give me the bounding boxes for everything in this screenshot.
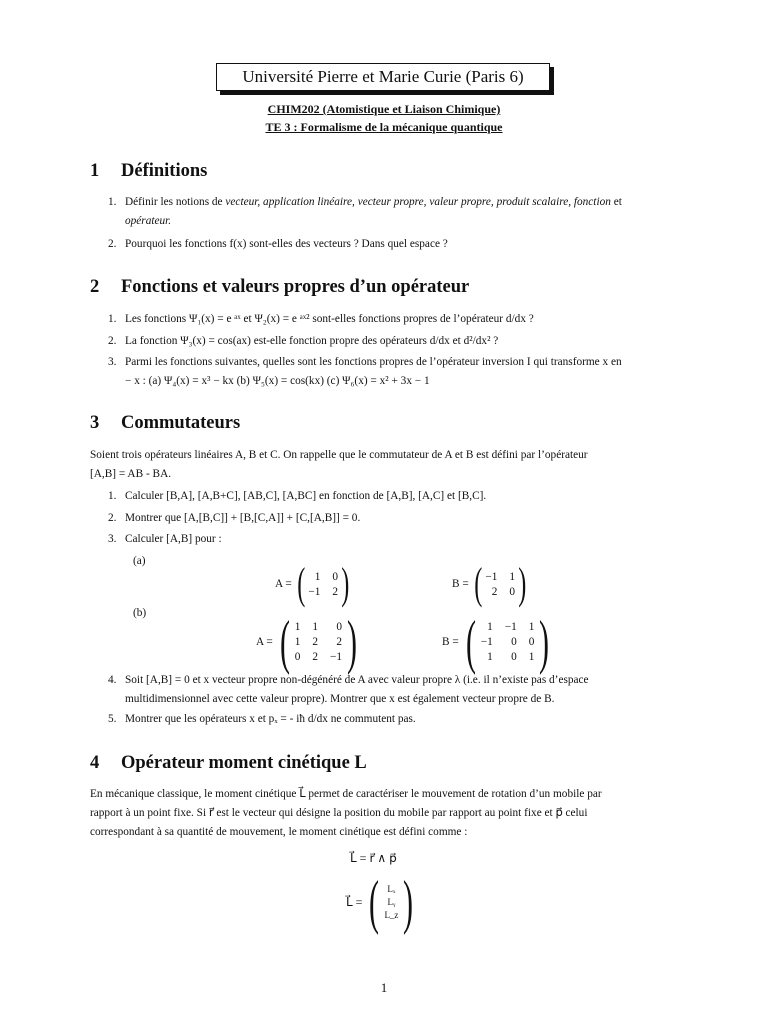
s1-item-1-cont: opérateur. bbox=[125, 215, 172, 227]
s3-item-2: 2. Montrer que [A,[B,C]] + [B,[C,A]] + [C,[A,B]] = 0. bbox=[108, 512, 361, 524]
angular-momentum-equation: L⃗ = r⃗ ∧ p⃗ bbox=[350, 851, 397, 865]
university-title: Université Pierre et Marie Curie (Paris 6) bbox=[242, 67, 524, 86]
matrix-b-A: A = ( 1 1 0 1 2 2 0 2 −1 ) bbox=[256, 609, 358, 675]
case-a-label: (a) bbox=[133, 555, 146, 567]
s3-item-1: 1. Calculer [B,A], [A,B+C], [AB,C], [A,BC] en fonction de [A,B], [A,C] et [B,C]. bbox=[108, 490, 487, 502]
matrix-b-B: B = ( 1 −1 1 −1 0 0 1 0 1 ) bbox=[442, 609, 550, 675]
s2-item-3: 3. Parmi les fonctions suivantes, quelles sont les fonctions propres de l’opérateur inversion I qui transforme x en bbox=[108, 356, 622, 368]
s3-item-4: 4. Soit [A,B] = 0 et x vecteur propre non-dégénéré de A avec valeur propre λ (i.e. il n’existe pas d’espace bbox=[108, 674, 589, 686]
section-1-heading: 1 Définitions bbox=[90, 161, 208, 181]
s3-item-3: 3. Calculer [A,B] pour : bbox=[108, 533, 222, 545]
section-3-heading: 3 Commutateurs bbox=[90, 413, 241, 433]
s2-item-1: 1. Les fonctions Ψ₁(x) = e ᵃˣ et Ψ₂(x) = e ᵃˣ² sont-elles fonctions propres de l’opérateur d/dx ? bbox=[108, 313, 534, 325]
university-title-box bbox=[216, 63, 550, 91]
section-4-heading: 4 Opérateur moment cinétique L bbox=[90, 753, 367, 773]
s1-item-2: 2. Pourquoi les fonctions f(x) sont-elles des vecteurs ? Dans quel espace ? bbox=[108, 238, 448, 250]
s2-item-2: 2. La fonction Ψ₃(x) = cos(ax) est-elle fonction propre des opérateurs d/dx et d²/dx² ? bbox=[108, 335, 499, 347]
matrix-a-A: A = ( 1 0 −1 2 ) bbox=[275, 559, 350, 608]
s4-paragraph: En mécanique classique, le moment cinétique L⃗ permet de caractériser le mouvement de rotation d’un mobile par rapport à un point fixe. Si r⃗ est le vecteur qui désigne la position du mobile par rapport au point fixe et p⃗ celui correspondant à sa quantité de mouvement, le moment cinétique est défini comme : bbox=[90, 788, 602, 838]
s1-item-1: 1. Définir les notions de vecteur, application linéaire, vecteur propre, valeur propre, produit scalaire, fonction et bbox=[108, 196, 622, 208]
s3-item-4-cont: multidimensionnel avec cette valeur propre). Montrer que x est également vecteur propre de B. bbox=[125, 693, 555, 705]
course-title: CHIM202 (Atomistique et Liaison Chimique) bbox=[267, 102, 501, 116]
page-number: 1 bbox=[380, 980, 388, 995]
case-b-label: (b) bbox=[133, 607, 147, 619]
s3-item-5: 5. Montrer que les opérateurs x et pₓ = - iħ d/dx ne commutent pas. bbox=[108, 713, 416, 725]
matrix-a-B: B = ( −1 1 2 0 ) bbox=[452, 559, 527, 608]
s2-item-3-cont: − x : (a) Ψ₄(x) = x³ − kx (b) Ψ₅(x) = cos(kx) (c) Ψ₆(x) = x² + 3x − 1 bbox=[125, 375, 430, 387]
angular-momentum-vector: L⃗ = ( Lₓ Lᵧ L_z ) bbox=[346, 869, 414, 935]
section-2-heading: 2 Fonctions et valeurs propres d’un opérateur bbox=[90, 277, 470, 297]
s3-intro: Soient trois opérateurs linéaires A, B et C. On rappelle que le commutateur de A et B est défini par l’opérateur [A,B] = AB - BA. bbox=[90, 449, 588, 480]
course-subtitle: TE 3 : Formalisme de la mécanique quantique bbox=[265, 120, 503, 134]
